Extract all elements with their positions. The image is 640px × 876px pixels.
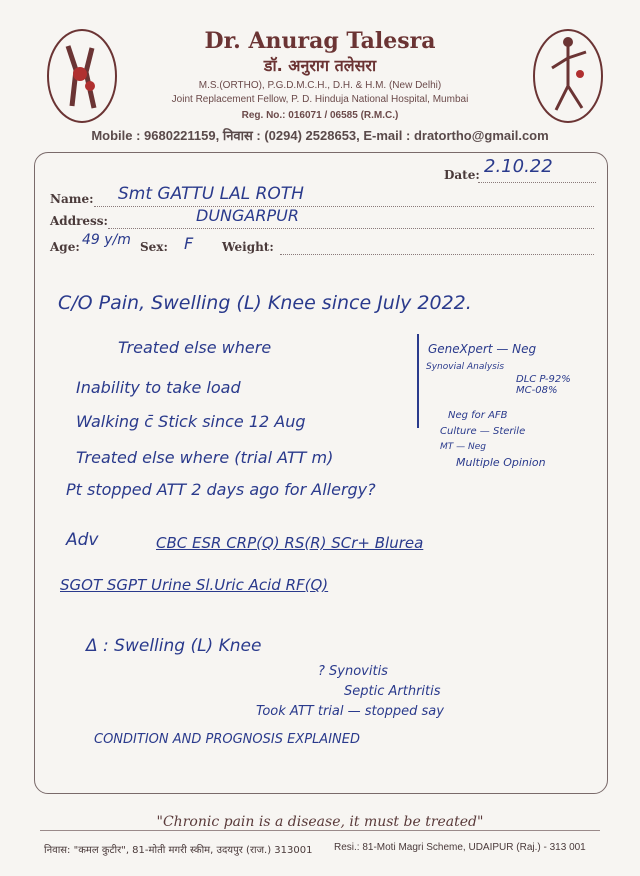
diagnosis-line-2: ? Synovitis	[318, 664, 388, 679]
diagnosis-line-5: CONDITION AND PROGNOSIS EXPLAINED	[94, 732, 360, 747]
name-value: Smt GATTU LAL ROTH	[118, 184, 304, 204]
age-value: 49 y/m	[82, 232, 131, 248]
date-value: 2.10.22	[484, 156, 553, 177]
address-english: Resi.: 81-Moti Magri Scheme, UDAIPUR (Raj.) - 313 001	[334, 842, 586, 853]
sex-value: F	[184, 234, 194, 253]
footer-rule	[40, 830, 600, 831]
doctor-name-hindi: डॉ. अनुराग तलेसरा	[263, 56, 377, 75]
name-line	[94, 206, 594, 207]
advice-label: Adv	[66, 530, 99, 550]
age-label: Age:	[50, 240, 80, 254]
motto: "Chronic pain is a disease, it must be treated"	[156, 814, 484, 830]
note-line-4: Walking c̄ Stick since 12 Aug	[76, 412, 306, 431]
date-label: Date:	[444, 168, 480, 182]
diagnosis-line-1: Δ : Swelling (L) Knee	[86, 636, 262, 656]
registration-number: Reg. No.: 016071 / 06585 (R.M.C.)	[241, 110, 399, 121]
name-label: Name:	[50, 192, 94, 206]
note-line-3: Inability to take load	[76, 378, 241, 397]
address-line	[108, 228, 594, 229]
side-note-6: MT — Neg	[440, 442, 486, 452]
side-note-5: Culture — Sterile	[440, 426, 526, 437]
note-line-1: C/O Pain, Swelling (L) Knee since July 2022.	[58, 292, 472, 314]
weight-label: Weight:	[222, 240, 274, 254]
side-note-2: Synovial Analysis	[426, 362, 505, 372]
address-value: DUNGARPUR	[196, 206, 299, 225]
advice-tests-2: SGOT SGPT Urine Sl.Uric Acid RF(Q)	[60, 576, 329, 594]
diagnosis-line-3: Septic Arthritis	[344, 684, 441, 699]
side-note-3: DLC P-92% MC-08%	[516, 374, 571, 396]
address-hindi: निवास: "कमल कुटीर", 81-मोती मगरी स्कीम, उदयपुर (राज.) 313001	[44, 845, 313, 856]
diagnosis-line-4: Took ATT trial — stopped say	[256, 704, 444, 719]
weight-line	[280, 254, 594, 255]
margin-divider	[417, 334, 419, 428]
qualifications: M.S.(ORTHO), P.G.D.M.C.H., D.H. & H.M. (New Delhi)	[198, 80, 442, 91]
side-note-4: Neg for AFB	[448, 410, 508, 421]
side-note-1: GeneXpert — Neg	[428, 342, 537, 356]
sex-label: Sex:	[140, 240, 168, 254]
note-line-6: Pt stopped ATT 2 days ago for Allergy?	[66, 480, 376, 499]
advice-tests-1: CBC ESR CRP(Q) RS(R) SCr+ Blurea	[156, 534, 424, 552]
side-note-7: Multiple Opinion	[456, 456, 546, 469]
address-label: Address:	[50, 214, 108, 228]
fellowship: Joint Replacement Fellow, P. D. Hinduja National Hospital, Mumbai	[171, 94, 469, 105]
date-line	[478, 182, 596, 183]
contact-line: Mobile : 9680221159, निवास : (0294) 2528653, E-mail : dratortho@gmail.com	[91, 128, 549, 143]
note-line-5: Treated else where (trial ATT m)	[76, 448, 334, 467]
doctor-name: Dr. Anurag Talesra	[204, 28, 436, 54]
prescription-panel	[34, 152, 608, 794]
note-line-2: Treated else where	[118, 338, 272, 357]
